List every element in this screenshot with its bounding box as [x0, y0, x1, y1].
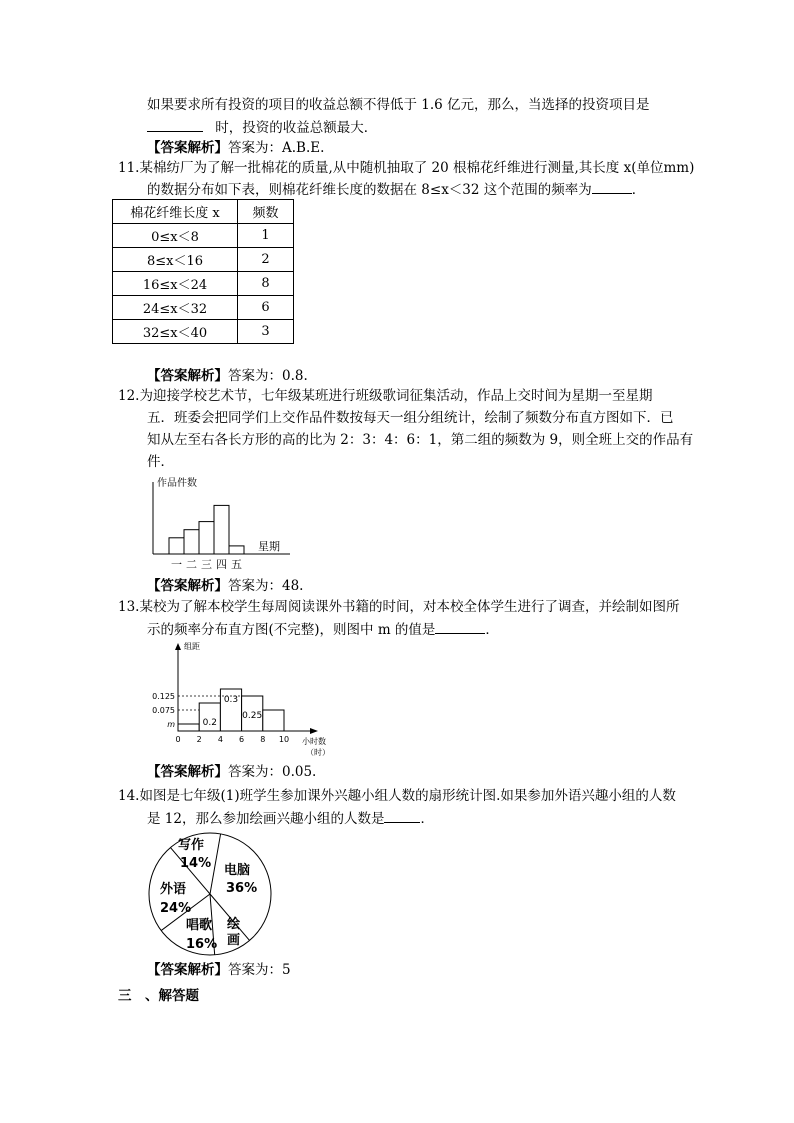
works-histogram: [140, 472, 300, 572]
q10-line1: 如果要求所有投资的项目的收益总额不得低于 1.6 亿元，那么，当选择的投资项目是: [147, 97, 650, 113]
x-tick-label: 4: [217, 735, 223, 744]
x-axis-label: 星期: [258, 540, 280, 553]
table-header: 棉花纤维长度 x: [113, 200, 238, 224]
table-cell: 8≤x＜16: [113, 248, 238, 272]
x-tick-label: 0: [175, 735, 181, 744]
x-axis-label: 小时数: [302, 737, 326, 746]
x-tick-label: 四: [216, 558, 227, 571]
answer-text: 答案为：0.8.: [228, 368, 308, 384]
x-tick-label: 三: [201, 558, 212, 571]
q11-line2-text: 的数据分布如下表，则棉花纤维长度的数据在 8≤x＜32 这个范围的频率为: [147, 182, 592, 198]
answer-blank[interactable]: [592, 181, 632, 194]
histogram-bar: [169, 538, 184, 554]
table-cell: 1: [238, 224, 294, 248]
answer-blank[interactable]: [147, 119, 203, 132]
slice-label: 唱歌: [186, 918, 213, 933]
frequency-table: [112, 199, 294, 344]
y-tick-label: m: [167, 720, 175, 729]
reading-time-histogram: [140, 638, 340, 762]
answer-label: 【答案解析】: [147, 764, 228, 780]
slice-label: 外语: [160, 882, 187, 897]
x-tick-label: 二: [186, 558, 197, 571]
q11-line1: 11.某棉纺厂为了解一批棉花的质量,从中随机抽取了 20 根棉花纤维进行测量,其长度 x(单位mm): [118, 160, 695, 176]
y-tick-label: 0.125: [152, 692, 175, 701]
answer-blank[interactable]: [435, 621, 485, 634]
q14-answer: [147, 962, 291, 978]
q10-line2-text: 时，投资的收益总额最大．: [215, 120, 378, 136]
q13-line1: 13.某校为了解本校学生每周阅读课外书籍的时间，对本校全体学生进行了调查，并绘制如图所: [118, 599, 680, 615]
table-header-row: [113, 200, 294, 224]
slice-pct: 36%: [226, 881, 258, 896]
answer-label: 【答案解析】: [147, 962, 228, 978]
q12-line3: 知从左至右各长方形的高的比为 2：3：4：6：1，第二组的频数为 9，则全班上交的作品有: [147, 432, 694, 448]
histogram-bar: [178, 724, 199, 731]
q13-answer: [147, 764, 316, 780]
q12-line2: 五．班委会把同学们上交作品件数按每天一组分组统计，绘制了频数分布直方图如下．已: [147, 410, 674, 426]
q12-line4: 件．: [147, 454, 174, 470]
bar-label: 0.3: [223, 695, 239, 705]
answer-text: 答案为：5: [228, 962, 291, 978]
interest-group-pie: [140, 832, 280, 956]
table-header: 频数: [238, 200, 294, 224]
table-row: [113, 272, 294, 296]
table-row: [113, 296, 294, 320]
q14-line1: 14.如图是七年级(1)班学生参加课外兴趣小组人数的扇形统计图.如果参加外语兴趣小组的人数: [118, 788, 676, 804]
table-row: [113, 248, 294, 272]
answer-blank[interactable]: [384, 810, 420, 823]
answer-label: 【答案解析】: [147, 368, 228, 384]
table-cell: 16≤x＜24: [113, 272, 238, 296]
answer-label: 【答案解析】: [147, 140, 228, 156]
q11-answer: [147, 368, 308, 384]
y-axis-label: 组距: [184, 642, 200, 651]
x-axis-arrow: [310, 728, 318, 734]
slice-label: 写作: [178, 838, 205, 853]
slice-pct: 24%: [160, 901, 192, 916]
y-tick-label: 0.075: [152, 706, 175, 715]
x-tick-label: 2: [196, 735, 202, 744]
bar-label: 0.25: [242, 711, 263, 721]
table-cell: 32≤x＜40: [113, 320, 238, 344]
slice-pct: 16%: [186, 937, 218, 952]
q12-answer: [147, 578, 303, 594]
table-cell: 3: [238, 320, 294, 344]
y-axis-arrow: [175, 643, 181, 650]
slice-label-vertical: 绘画: [227, 917, 241, 948]
x-axis-unit: （时）: [306, 748, 330, 757]
q13-line2: [147, 621, 499, 638]
q12-line1: 12.为迎接学校艺术节，七年级某班进行班级歌词征集活动，作品上交时间为星期一至星期: [118, 388, 653, 404]
x-tick-label: 8: [260, 735, 266, 744]
slice-label: 电脑: [224, 863, 251, 878]
q13-line2-text: 示的频率分布直方图(不完整)，则图中 m 的值是: [147, 622, 436, 638]
table-row: [113, 224, 294, 248]
x-tick-label: 10: [278, 735, 290, 744]
histogram-bar: [229, 546, 244, 554]
histogram-bar: [263, 710, 284, 731]
section-heading: 三 、解答题: [118, 988, 199, 1004]
table-cell: 0≤x＜8: [113, 224, 238, 248]
q14-line2: [147, 810, 434, 827]
q11-line2-end: ．: [631, 182, 646, 198]
q10-answer: [147, 140, 324, 156]
table-cell: 24≤x＜32: [113, 296, 238, 320]
q14-line2-end: ．: [420, 811, 434, 827]
x-tick-label: 一: [171, 558, 182, 571]
y-axis-label: 作品件数: [157, 478, 197, 489]
table-cell: 6: [238, 296, 294, 320]
table-cell: 2: [238, 248, 294, 272]
q13-line2-end: ．: [485, 622, 499, 638]
bar-label: 0.2: [202, 718, 217, 728]
histogram-bar: [214, 505, 229, 554]
table-cell: 8: [238, 272, 294, 296]
answer-text: 答案为：0.05.: [228, 764, 317, 780]
slice-pct: 14%: [180, 856, 212, 871]
answer-label: 【答案解析】: [147, 578, 228, 594]
q14-line2-text: 是 12，那么参加绘画兴趣小组的人数是: [147, 811, 385, 827]
q10-line2: [147, 119, 377, 136]
x-tick-label: 五: [231, 558, 242, 571]
answer-text: 答案为：48.: [228, 578, 304, 594]
histogram-bar: [199, 522, 214, 554]
slice-boundary: [210, 834, 221, 894]
table-row: [113, 320, 294, 344]
histogram-bar: [184, 530, 199, 554]
x-tick-label: 6: [239, 735, 245, 744]
answer-text: 答案为：A.B.E.: [228, 140, 325, 156]
q11-line2: [147, 181, 645, 198]
